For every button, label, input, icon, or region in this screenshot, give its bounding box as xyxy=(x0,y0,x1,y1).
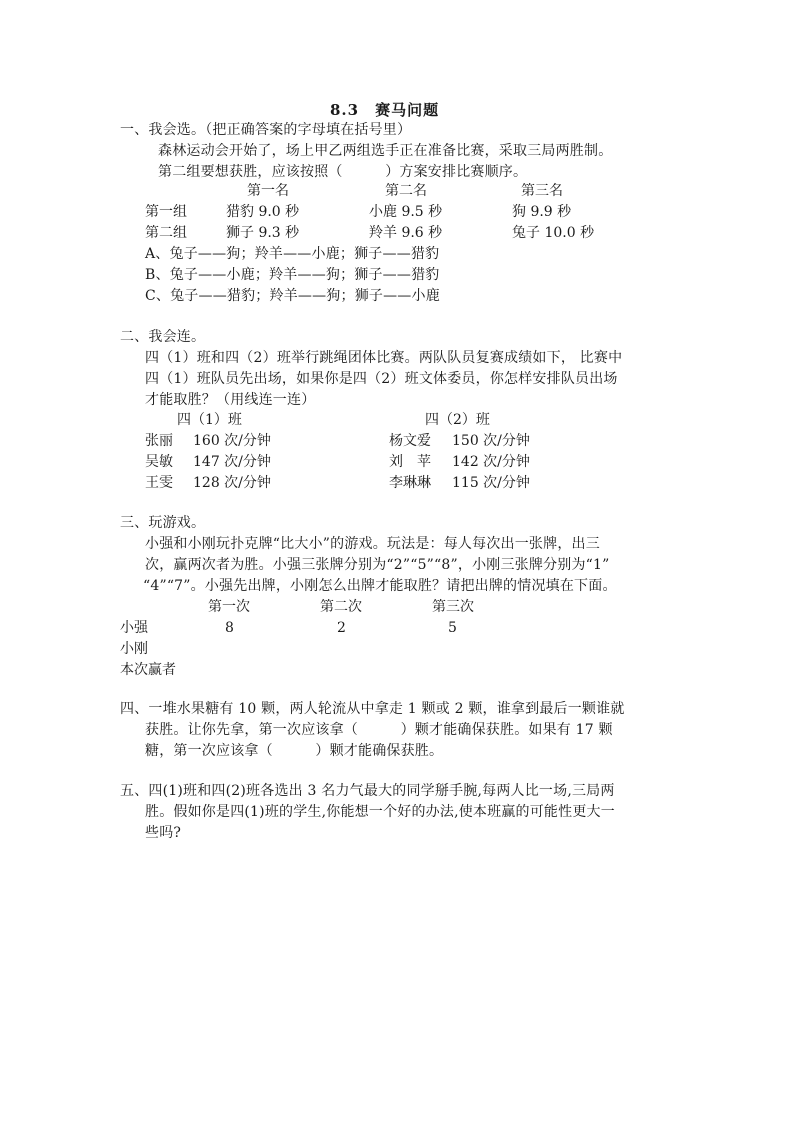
game-cell: 8 xyxy=(225,620,234,636)
game-row-label: 本次赢者 xyxy=(120,662,176,678)
game-header: 第二次 xyxy=(320,599,362,615)
game-row-label: 小强 xyxy=(120,620,148,636)
section4-line: 糖，第一次应该拿（ ）颗才能确保获胜。 xyxy=(145,743,444,759)
section5-line: 胜。假如你是四(1)班的学生,你能想一个好的办法,使本班赢的可能性更大一 xyxy=(145,804,615,820)
section5-line: 些吗? xyxy=(145,825,182,841)
class2-name: 杨文爱 xyxy=(389,433,431,449)
table-row-label: 第一组 xyxy=(145,204,187,220)
section1-line: 森林运动会开始了，场上甲乙两组选手正在准备比赛，采取三局两胜制。 xyxy=(158,143,613,159)
section3-line: 小强和小刚玩扑克牌“比大小”的游戏。玩法是：每人每次出一张牌，出三 xyxy=(145,536,600,552)
section4-line: 获胜。让你先拿，第一次应该拿（ ）颗才能确保获胜。如果有 17 颗 xyxy=(145,722,613,738)
class2-name: 刘 苹 xyxy=(389,454,431,470)
class1-header: 四（1）班 xyxy=(177,412,242,428)
section1-heading: 一、我会选。（把正确答案的字母填在括号里） xyxy=(120,122,412,138)
class1-score: 160 次/分钟 xyxy=(193,433,271,449)
class2-score: 150 次/分钟 xyxy=(452,433,530,449)
table-header: 第二名 xyxy=(385,183,427,199)
class1-score: 128 次/分钟 xyxy=(193,475,271,491)
page-title: 8.3 赛马问题 xyxy=(330,101,440,119)
class2-score: 142 次/分钟 xyxy=(452,454,530,470)
section2-heading: 二、我会连。 xyxy=(120,329,206,345)
section3-heading: 三、玩游戏。 xyxy=(120,515,206,531)
table-cell: 羚羊 9.6 秒 xyxy=(369,225,443,241)
section5-line: 五、四(1)班和四(2)班各选出 3 名力气最大的同学掰手腕,每两人比一场,三局两 xyxy=(120,783,615,799)
class1-name: 吴敏 xyxy=(145,454,173,470)
class2-score: 115 次/分钟 xyxy=(452,475,530,491)
game-cell: 5 xyxy=(448,620,457,636)
game-row-label: 小刚 xyxy=(120,641,148,657)
game-header: 第一次 xyxy=(208,599,250,615)
section2-line: 四（1）班和四（2）班举行跳绳团体比赛。两队队员复赛成绩如下， 比赛中 xyxy=(145,350,623,366)
game-cell: 2 xyxy=(337,620,346,636)
section3-line: “4”“7”。小强先出牌，小刚怎么出牌才能取胜？请把出牌的情况填在下面。 xyxy=(143,578,617,594)
table-cell: 小鹿 9.5 秒 xyxy=(369,204,443,220)
option-b: B、兔子——小鹿；羚羊——狗；狮子——猎豹 xyxy=(145,267,440,283)
option-c: C、兔子——猎豹；羚羊——狗；狮子——小鹿 xyxy=(145,288,440,304)
class1-name: 王雯 xyxy=(145,475,173,491)
table-cell: 狮子 9.3 秒 xyxy=(226,225,300,241)
class1-name: 张丽 xyxy=(145,433,173,449)
table-header: 第三名 xyxy=(521,183,563,199)
section2-line: 才能取胜？（用线连一连） xyxy=(145,392,316,408)
table-cell: 狗 9.9 秒 xyxy=(512,204,572,220)
class1-score: 147 次/分钟 xyxy=(193,454,271,470)
section1-line: 第二组要想获胜，应该按照（ ）方案安排比赛顺序。 xyxy=(158,164,528,180)
game-header: 第三次 xyxy=(432,599,474,615)
option-a: A、兔子——狗；羚羊——小鹿；狮子——猎豹 xyxy=(145,246,440,262)
table-cell: 猎豹 9.0 秒 xyxy=(226,204,300,220)
table-cell: 兔子 10.0 秒 xyxy=(512,225,595,241)
class2-name: 李琳琳 xyxy=(389,475,431,491)
section4-line: 四、一堆水果糖有 10 颗，两人轮流从中拿走 1 颗或 2 颗，谁拿到最后一颗谁就 xyxy=(120,701,625,717)
class2-header: 四（2）班 xyxy=(425,412,490,428)
table-row-label: 第二组 xyxy=(145,225,187,241)
section3-line: 次，赢两次者为胜。小强三张牌分别为“2”“5”“8”，小刚三张牌分别为“1” xyxy=(145,557,610,573)
table-header: 第一名 xyxy=(247,183,289,199)
section2-line: 四（1）班队员先出场，如果你是四（2）班文体委员，你怎样安排队员出场 xyxy=(145,371,618,387)
